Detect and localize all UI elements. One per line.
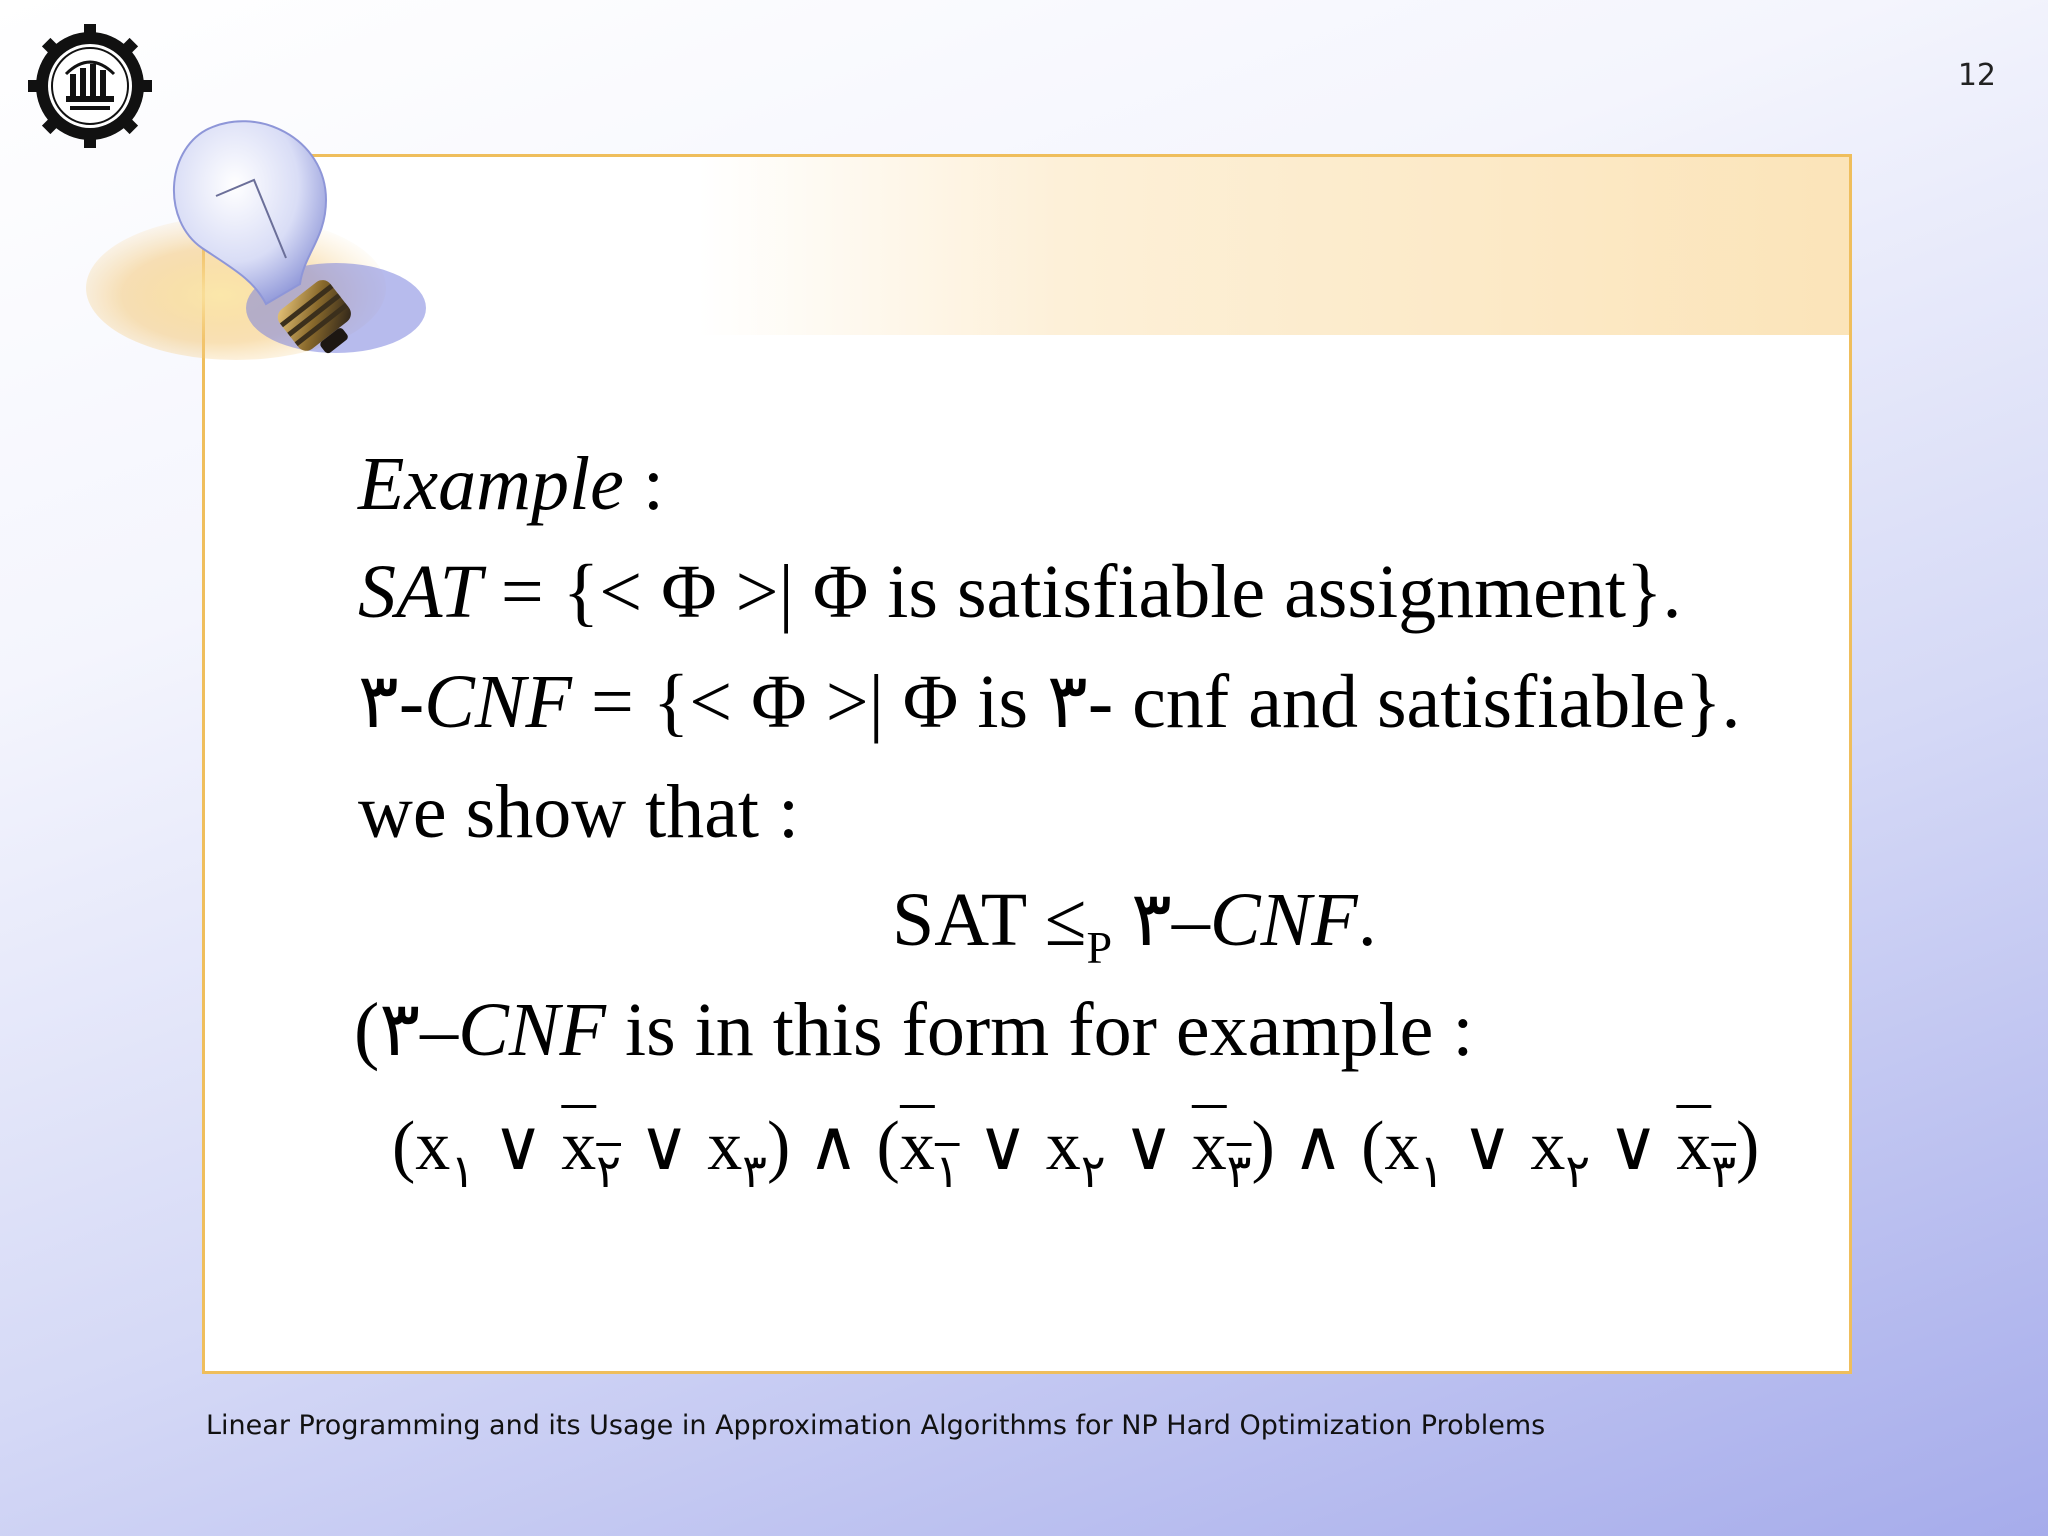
example-colon: :: [642, 442, 665, 526]
formula-text: x: [1191, 1108, 1227, 1185]
reduction-dot: .: [1357, 878, 1377, 962]
cnf-definition-text-b: - cnf and satisfiable}.: [1087, 660, 1741, 744]
formula-clause-3: [1361, 1108, 1760, 1197]
cnf-digit: ٣: [358, 660, 399, 744]
form-rest: is in this form for example :: [624, 988, 1474, 1072]
formula-text: ∨ x: [1444, 1108, 1566, 1185]
sat-definition: [358, 550, 1682, 634]
cnf-formula: [392, 1108, 1760, 1197]
cnf-definition-text-a: = {< Φ >| Φ is: [590, 660, 1029, 744]
cnf-symbol: CNF: [424, 660, 572, 744]
formula-clause-2: [876, 1108, 1275, 1197]
cnf-definition-digit: ٣: [1047, 660, 1088, 744]
formula-text: ∨: [1105, 1108, 1192, 1185]
formula-text: ∨ x: [959, 1108, 1081, 1185]
reduction-digit: ٣: [1131, 878, 1172, 962]
formula-text: (x: [392, 1108, 451, 1185]
formula-text: x: [561, 1108, 597, 1185]
formula-text: (x: [1361, 1108, 1420, 1185]
formula-subscript: ٢: [1080, 1146, 1106, 1197]
formula-subscript: ١: [1419, 1146, 1445, 1197]
example-line: [358, 442, 665, 526]
light-bulb-icon: [86, 108, 456, 370]
negated-literal: [1191, 1108, 1252, 1197]
negated-literal: [561, 1108, 621, 1197]
formula-text: ∨ x: [621, 1108, 743, 1185]
formula-text: ): [1251, 1108, 1275, 1185]
reduction-subscript: P: [1086, 922, 1113, 973]
formula-subscript: ١: [450, 1146, 476, 1197]
form-cnf: CNF: [458, 988, 606, 1072]
formula-text: ): [766, 1108, 791, 1185]
reduction-cnf: CNF: [1209, 878, 1358, 962]
reduction-statement: [892, 878, 1377, 973]
form-open: (٣: [354, 988, 421, 1072]
formula-text: (: [876, 1108, 900, 1185]
page-number: 12: [1957, 58, 1996, 93]
negated-literal: [899, 1108, 960, 1197]
formula-subscript: ٢: [596, 1146, 621, 1197]
form-dash: –: [420, 988, 459, 1072]
formula-subscript: ٣: [1711, 1146, 1737, 1197]
cnf-dash: -: [398, 660, 425, 744]
formula-subscript: ١: [934, 1146, 960, 1197]
sat-definition-text: = {< Φ >| Φ is satisfiable assignment}.: [500, 550, 1682, 634]
sat-symbol: SAT: [358, 550, 482, 634]
formula-text: ): [1736, 1108, 1760, 1185]
negated-literal: [1676, 1108, 1737, 1197]
example-label: Example: [358, 442, 624, 526]
cnf-definition: [358, 660, 1741, 744]
formula-text: x: [1676, 1108, 1712, 1185]
formula-subscript: ٣: [1226, 1146, 1252, 1197]
reduction-sat: SAT ≤: [892, 878, 1087, 962]
reduction-dash: –: [1171, 878, 1210, 962]
formula-and: ∧: [807, 1108, 877, 1185]
form-intro-line: [354, 988, 1474, 1072]
formula-text: ∨: [475, 1108, 562, 1185]
formula-clause-1: [392, 1108, 808, 1197]
formula-subscript: ٢: [1565, 1146, 1591, 1197]
formula-subscript: ٣: [742, 1146, 767, 1197]
footer-title: Linear Programming and its Usage in Approximation Algorithms for NP Hard Optimization Problems: [206, 1410, 1546, 1441]
we-show-line: we show that :: [358, 770, 800, 854]
formula-text: x: [899, 1108, 935, 1185]
formula-text: ∨: [1590, 1108, 1677, 1185]
formula-and: ∧: [1274, 1108, 1362, 1185]
